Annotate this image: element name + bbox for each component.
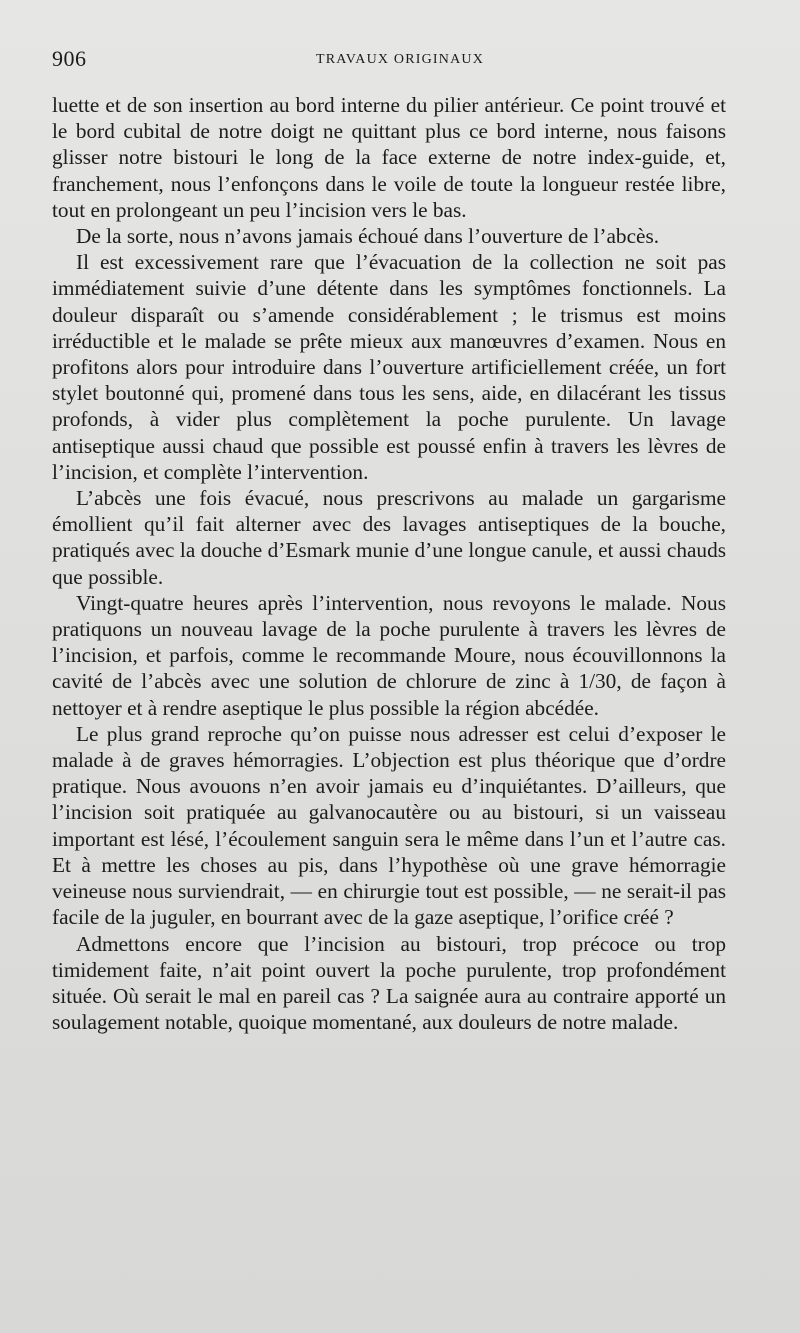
paragraph-2: De la sorte, nous n’avons jamais échoué dans l’ouverture de l’abcès. [76, 224, 660, 249]
paragraph-7: Admettons encore que l’incision au bistouri, trop précoce ou trop timidement faite, n’ait point ouvert la poche purulente, trop profondément située. Où serait le mal en pareil cas ? La saignée aura au contraire apporté un soulagement notable, quoique momentané, aux douleurs de notre malade. [52, 931, 726, 1035]
body-text [52, 92, 726, 1035]
paragraph-4: L’abcès une fois évacué, nous prescrivons au malade un gargarisme émollient qu’il fait alterner avec des lavages antiseptiques de la bouche, pratiqués avec la douche d’Esmark munie d’une longue canule, et aussi chauds que possible. [52, 486, 726, 589]
paragraph-1: luette et de son insertion au bord interne du pilier antérieur. Ce point trouvé et le bord cubital de notre doigt ne quittant plus ce bord interne, nous faisons glisser notre bistouri le long de la face externe de notre index-guide, et, franchement, nous l’enfonçons dans le voile de toute la longueur restée libre, tout en prolongeant un peu l’incision vers le bas. [52, 93, 726, 222]
page-number: 906 [52, 46, 87, 71]
running-head: TRAVAUX ORIGINAUX [315, 52, 485, 67]
paragraph-3: Il est excessivement rare que l’évacuation de la collection ne soit pas immédiatement suivie d’une détente dans les symptômes fonctionnels. La douleur disparaît ou s’amende considérablement ; le trismus est moins irréductible et le malade se prête mieux aux manœuvres d’examen. Nous en profitons alors pour introduire dans l’ouverture artificiellement créée, un fort stylet boutonné qui, promené dans tous les sens, aide, en dilacérant les tissus profonds, à vider plus complètement la poche purulente. Un lavage antiseptique aussi chaud que possible est poussé enfin à travers les lèvres de l’incision, et complète l’intervention. [52, 250, 726, 484]
paragraph-6: Le plus grand reproche qu’on puisse nous adresser est celui d’exposer le malade à de graves hémorragies. L’objection est plus théorique que d’ordre pratique. Nous avouons n’en avoir jamais eu d’inquiétantes. D’ailleurs, que l’incision soit pratiquée au galvanocautère ou au bistouri, si un vaisseau important est lésé, l’écoulement sanguin sera le même dans l’un et l’autre cas. Et à mettre les choses au pis, dans l’hypothèse où une grave hémorragie veineuse nous surviendrait, — en chirurgie tout est possible, — ne serait-il pas facile de la juguler, en bourrant avec de la gaze aseptique, l’orifice créé ? [52, 721, 726, 930]
paragraph-5: Vingt-quatre heures après l’intervention, nous revoyons le malade. Nous pratiquons un nouveau lavage de la poche purulente à travers les lèvres de l’incision, et parfois, comme le recommande Moure, nous écouvillonnons la cavité de l’abcès avec une solution de chlorure de zinc à 1/30, de façon à nettoyer et à rendre aseptique le plus possible la région abcédée. [52, 590, 726, 720]
